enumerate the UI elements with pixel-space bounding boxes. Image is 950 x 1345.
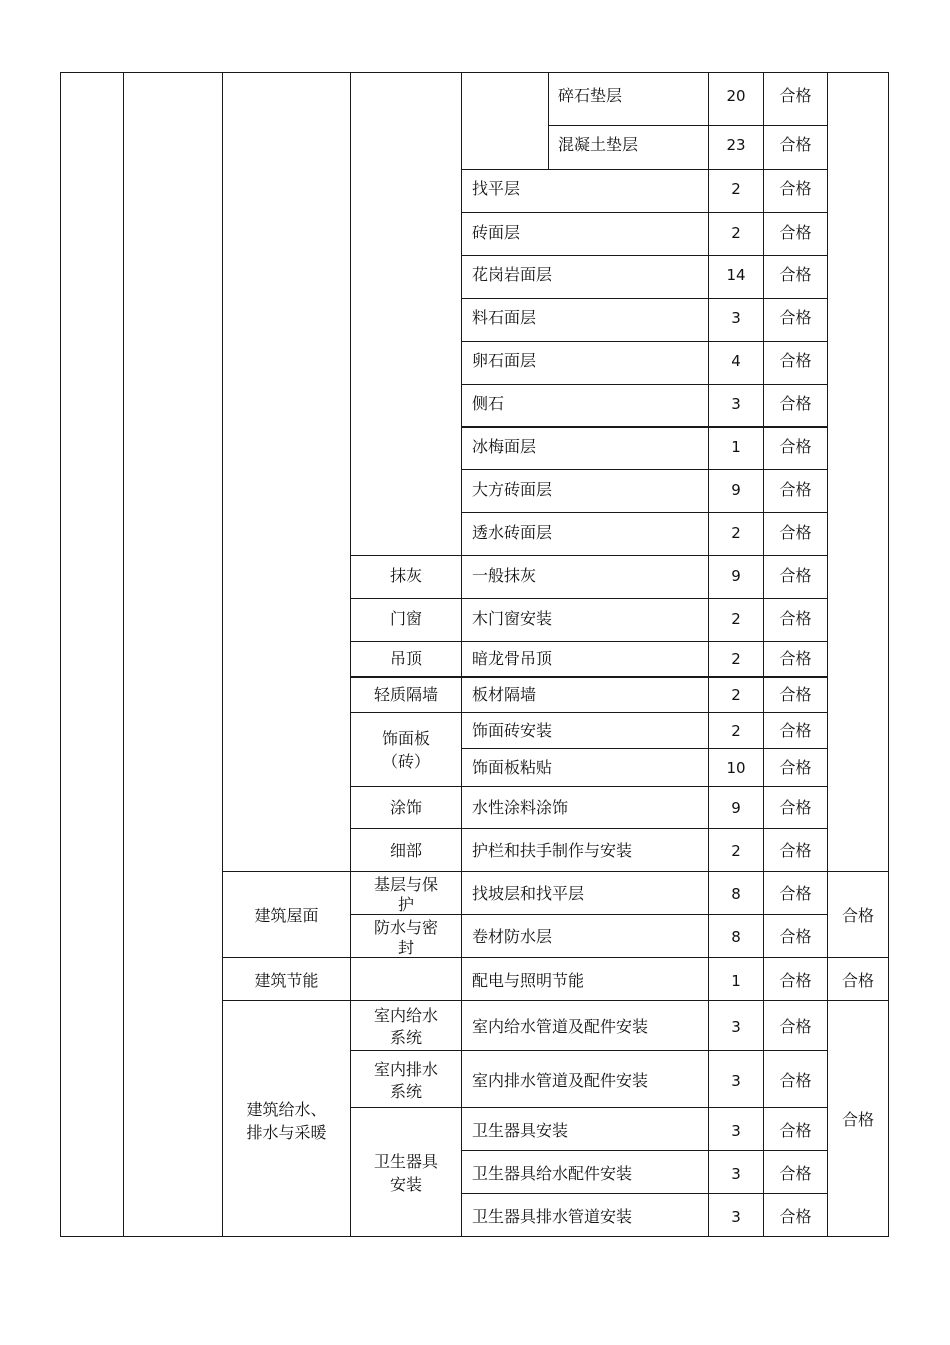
- item-cell: 找坡层和找平层: [472, 884, 585, 903]
- row-divider: [548, 125, 828, 126]
- subdivision-cell: 系统: [389, 1028, 422, 1047]
- count-cell: 1: [731, 972, 741, 990]
- subdivision-cell: 室内给水: [373, 1006, 438, 1025]
- subdivision-cell: 吊顶: [389, 649, 422, 668]
- count-cell: 3: [731, 1122, 741, 1140]
- result-cell: 合格: [779, 437, 812, 456]
- col-divider: [123, 72, 124, 1237]
- count-cell: 2: [731, 842, 741, 860]
- row-divider: [350, 786, 828, 787]
- subdivision-cell: 抹灰: [389, 566, 422, 585]
- result-cell: 合格: [779, 685, 812, 704]
- row-divider: [461, 255, 828, 256]
- subdivision-cell: 防水与密: [373, 918, 438, 937]
- count-cell: 2: [731, 610, 741, 628]
- subdivision-cell: 系统: [389, 1082, 422, 1101]
- subdivision-cell: 基层与保: [373, 875, 438, 894]
- subdivision-cell: 护: [397, 895, 414, 914]
- subdivision-cell: 轻质隔墙: [373, 685, 438, 704]
- count-cell: 14: [726, 266, 746, 284]
- row-divider: [222, 1000, 889, 1001]
- count-cell: 8: [731, 885, 741, 903]
- result-cell: 合格: [779, 841, 812, 860]
- item-cell: 饰面砖安装: [472, 721, 553, 740]
- result-cell: 合格: [779, 721, 812, 740]
- overall-result-cell: 合格: [841, 971, 874, 990]
- subdivision-cell: 门窗: [389, 609, 422, 628]
- count-cell: 4: [731, 352, 741, 370]
- count-cell: 3: [731, 1018, 741, 1036]
- row-divider: [461, 512, 828, 513]
- row-divider: [350, 1050, 828, 1051]
- col-divider: [548, 72, 549, 170]
- row-divider: [350, 914, 828, 915]
- result-cell: 合格: [779, 351, 812, 370]
- result-cell: 合格: [779, 179, 812, 198]
- count-cell: 3: [731, 1208, 741, 1226]
- count-cell: 2: [731, 686, 741, 704]
- division-cell: 排水与采暖: [246, 1123, 327, 1142]
- result-cell: 合格: [779, 265, 812, 284]
- item-cell: 卫生器具给水配件安装: [472, 1164, 633, 1183]
- subdivision-cell: 细部: [389, 841, 422, 860]
- count-cell: 3: [731, 1165, 741, 1183]
- item-cell: 卷材防水层: [472, 927, 553, 946]
- item-cell: 侧石: [472, 394, 505, 413]
- item-cell: 一般抹灰: [472, 566, 537, 585]
- item-cell: 室内排水管道及配件安装: [472, 1071, 649, 1090]
- row-divider: [350, 676, 828, 678]
- subdivision-cell: 封: [397, 938, 414, 957]
- result-cell: 合格: [779, 1017, 812, 1036]
- row-divider: [461, 748, 828, 749]
- table-border-left: [60, 72, 61, 1237]
- count-cell: 2: [731, 524, 741, 542]
- row-divider: [350, 1107, 828, 1108]
- item-cell: 护栏和扶手制作与安装: [472, 841, 633, 860]
- row-divider: [461, 1150, 828, 1151]
- subdivision-cell: 卫生器具: [373, 1152, 438, 1171]
- row-divider: [350, 598, 828, 599]
- item-cell: 木门窗安装: [472, 609, 553, 628]
- item-cell: 料石面层: [472, 308, 537, 327]
- row-divider: [461, 212, 828, 213]
- count-cell: 9: [731, 481, 741, 499]
- col-divider: [461, 72, 462, 1237]
- result-cell: 合格: [779, 566, 812, 585]
- table-border-bottom: [60, 1236, 889, 1237]
- item-cell: 卵石面层: [472, 351, 537, 370]
- division-cell: 建筑屋面: [254, 906, 319, 925]
- row-divider: [461, 341, 828, 342]
- item-cell: 水性涂料涂饰: [472, 798, 569, 817]
- table-border-right: [888, 72, 889, 1237]
- col-divider: [222, 72, 223, 1237]
- item-cell: 卫生器具安装: [472, 1121, 569, 1140]
- count-cell: 23: [726, 136, 746, 154]
- count-cell: 2: [731, 224, 741, 242]
- item-cell: 砖面层: [472, 223, 521, 242]
- item-cell: 花岗岩面层: [472, 265, 553, 284]
- item-cell: 饰面板粘贴: [472, 758, 553, 777]
- sub-item-cell: 碎石垫层: [558, 86, 623, 105]
- table-border-top: [60, 72, 889, 73]
- overall-result-cell: 合格: [841, 906, 874, 925]
- row-divider: [461, 1193, 828, 1194]
- result-cell: 合格: [779, 649, 812, 668]
- result-cell: 合格: [779, 884, 812, 903]
- count-cell: 2: [731, 722, 741, 740]
- count-cell: 8: [731, 928, 741, 946]
- row-divider: [461, 384, 828, 385]
- count-cell: 2: [731, 650, 741, 668]
- result-cell: 合格: [779, 308, 812, 327]
- overall-result-cell: 合格: [841, 1110, 874, 1129]
- count-cell: 3: [731, 309, 741, 327]
- sub-item-cell: 混凝土垫层: [558, 135, 639, 154]
- row-divider: [222, 871, 889, 872]
- item-cell: 暗龙骨吊顶: [472, 649, 553, 668]
- result-cell: 合格: [779, 1071, 812, 1090]
- item-cell: 室内给水管道及配件安装: [472, 1017, 649, 1036]
- subdivision-cell: 饰面板: [381, 729, 430, 748]
- result-cell: 合格: [779, 927, 812, 946]
- row-divider: [350, 828, 828, 829]
- result-cell: 合格: [779, 971, 812, 990]
- result-cell: 合格: [779, 609, 812, 628]
- row-divider: [461, 469, 828, 470]
- result-cell: 合格: [779, 758, 812, 777]
- item-cell: 透水砖面层: [472, 523, 553, 542]
- division-cell: 建筑给水、: [246, 1100, 327, 1119]
- item-cell: 找平层: [472, 179, 521, 198]
- result-cell: 合格: [779, 86, 812, 105]
- result-cell: 合格: [779, 135, 812, 154]
- count-cell: 9: [731, 567, 741, 585]
- count-cell: 3: [731, 1072, 741, 1090]
- row-divider: [222, 957, 889, 958]
- division-cell: 建筑节能: [254, 971, 319, 990]
- count-cell: 2: [731, 180, 741, 198]
- result-cell: 合格: [779, 1121, 812, 1140]
- count-cell: 3: [731, 395, 741, 413]
- result-cell: 合格: [779, 223, 812, 242]
- count-cell: 1: [731, 438, 741, 456]
- item-cell: 板材隔墙: [472, 685, 537, 704]
- item-cell: 大方砖面层: [472, 480, 553, 499]
- row-divider: [461, 426, 828, 428]
- item-cell: 配电与照明节能: [472, 971, 585, 990]
- subdivision-cell: 室内排水: [373, 1060, 438, 1079]
- col-divider: [827, 72, 828, 1237]
- subdivision-cell: （砖）: [381, 752, 430, 771]
- count-cell: 9: [731, 799, 741, 817]
- result-cell: 合格: [779, 1164, 812, 1183]
- subdivision-cell: 安装: [389, 1175, 422, 1194]
- row-divider: [350, 555, 828, 556]
- row-divider: [461, 298, 828, 299]
- item-cell: 卫生器具排水管道安装: [472, 1207, 633, 1226]
- subdivision-cell: 涂饰: [389, 798, 422, 817]
- result-cell: 合格: [779, 523, 812, 542]
- item-cell: 冰梅面层: [472, 437, 537, 456]
- row-divider: [350, 641, 828, 642]
- result-cell: 合格: [779, 1207, 812, 1226]
- result-cell: 合格: [779, 394, 812, 413]
- row-divider: [350, 712, 828, 713]
- result-cell: 合格: [779, 798, 812, 817]
- count-cell: 10: [726, 759, 746, 777]
- result-cell: 合格: [779, 480, 812, 499]
- row-divider: [461, 169, 828, 170]
- count-cell: 20: [726, 87, 746, 105]
